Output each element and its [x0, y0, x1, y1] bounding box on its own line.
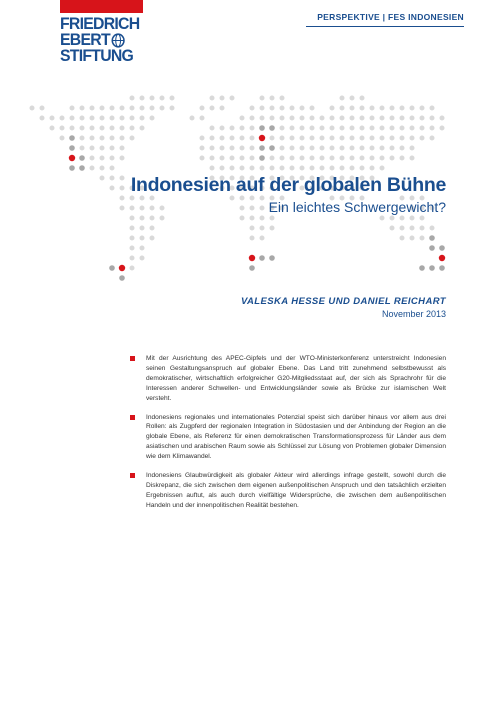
- map-dot: [60, 136, 65, 141]
- map-dot: [249, 255, 255, 261]
- map-dot: [140, 106, 145, 111]
- map-dot: [40, 106, 45, 111]
- map-dot: [270, 96, 275, 101]
- map-dot: [410, 236, 415, 241]
- map-dot: [250, 136, 255, 141]
- map-dot: [410, 226, 415, 231]
- map-dot: [240, 116, 245, 121]
- map-dot: [260, 106, 265, 111]
- map-dot: [350, 156, 355, 161]
- map-dot: [250, 156, 255, 161]
- map-dot: [210, 106, 215, 111]
- map-dot: [410, 156, 415, 161]
- map-dot: [270, 116, 275, 121]
- map-dot: [200, 116, 205, 121]
- map-dot: [290, 126, 295, 131]
- map-dot: [90, 156, 95, 161]
- map-dot: [380, 126, 385, 131]
- map-dot: [350, 136, 355, 141]
- map-dot: [400, 116, 405, 121]
- map-dot: [310, 156, 315, 161]
- map-dot: [90, 166, 95, 171]
- map-dot: [310, 106, 315, 111]
- world-dot-map: [0, 0, 504, 340]
- map-dot: [250, 106, 255, 111]
- map-dot: [140, 226, 145, 231]
- map-dot: [90, 106, 95, 111]
- map-dot: [380, 116, 385, 121]
- map-dot: [310, 126, 315, 131]
- map-dot: [80, 116, 85, 121]
- map-dot: [90, 126, 95, 131]
- map-dot: [390, 126, 395, 131]
- map-dot: [70, 126, 75, 131]
- map-dot: [370, 116, 375, 121]
- map-dot: [170, 106, 175, 111]
- map-dot: [300, 156, 305, 161]
- map-dot: [210, 136, 215, 141]
- map-dot: [150, 236, 155, 241]
- map-dot: [390, 146, 395, 151]
- summary-bullet: Mit der Ausrichtung des APEC-Gipfels und der WTO-Ministerkonferenz unterstreicht Indonesien seinen Gestaltungsanspruch auf globaler Ebene. Das Land tritt zunehmend selbstbewusst als demokratischer, wirtschaftlich erfolgreicher G20-Mitgliedsstaat auf, der sich als Sprachrohr für die Interessen anderer Schwellen- und Entwicklungsländer sowie als Brücke zur islamischen Welt versteht.: [130, 354, 446, 404]
- map-dot: [259, 125, 265, 131]
- map-dot: [80, 136, 85, 141]
- map-dot: [360, 116, 365, 121]
- map-dot: [280, 156, 285, 161]
- map-dot: [410, 146, 415, 151]
- map-dot: [60, 126, 65, 131]
- map-dot: [140, 216, 145, 221]
- map-dot: [100, 106, 105, 111]
- map-dot: [440, 116, 445, 121]
- map-dot: [250, 116, 255, 121]
- map-dot: [260, 166, 265, 171]
- map-dot: [130, 266, 135, 271]
- map-dot: [240, 166, 245, 171]
- map-dot: [390, 106, 395, 111]
- map-dot: [260, 116, 265, 121]
- map-dot: [110, 116, 115, 121]
- map-dot: [150, 96, 155, 101]
- map-dot: [340, 136, 345, 141]
- map-dot: [419, 265, 425, 271]
- map-dot: [140, 96, 145, 101]
- map-dot: [380, 156, 385, 161]
- map-dot: [420, 236, 425, 241]
- map-dot: [50, 116, 55, 121]
- map-dot: [240, 146, 245, 151]
- map-dot: [400, 156, 405, 161]
- map-dot: [90, 136, 95, 141]
- map-dot: [130, 246, 135, 251]
- map-dot: [220, 146, 225, 151]
- map-dot: [430, 116, 435, 121]
- map-dot: [230, 166, 235, 171]
- map-dot: [200, 156, 205, 161]
- map-dot: [100, 136, 105, 141]
- map-dot: [270, 156, 275, 161]
- map-dot: [260, 216, 265, 221]
- map-dot: [120, 156, 125, 161]
- map-dot: [230, 126, 235, 131]
- map-dot: [380, 136, 385, 141]
- map-dot: [210, 166, 215, 171]
- map-dot: [119, 265, 125, 271]
- map-dot: [269, 125, 275, 131]
- map-dot: [160, 96, 165, 101]
- map-dot: [310, 166, 315, 171]
- map-dot: [110, 156, 115, 161]
- map-dot: [370, 136, 375, 141]
- map-dot: [110, 146, 115, 151]
- map-dot: [230, 136, 235, 141]
- map-dot: [290, 156, 295, 161]
- map-dot: [250, 146, 255, 151]
- map-dot: [400, 126, 405, 131]
- map-dot: [120, 146, 125, 151]
- map-dot: [429, 235, 435, 241]
- map-dot: [240, 136, 245, 141]
- map-dot: [269, 255, 275, 261]
- map-dot: [330, 116, 335, 121]
- map-dot: [410, 126, 415, 131]
- page-subtitle: Ein leichtes Schwergewicht?: [268, 199, 446, 215]
- map-dot: [220, 166, 225, 171]
- map-dot: [390, 116, 395, 121]
- map-dot: [400, 136, 405, 141]
- map-dot: [400, 226, 405, 231]
- map-dot: [80, 106, 85, 111]
- map-dot: [260, 226, 265, 231]
- map-dot: [360, 146, 365, 151]
- page-title: Indonesien auf der globalen Bühne: [130, 174, 446, 196]
- map-dot: [380, 146, 385, 151]
- map-dot: [120, 126, 125, 131]
- map-dot: [340, 116, 345, 121]
- map-dot: [259, 135, 265, 141]
- map-dot: [270, 226, 275, 231]
- map-dot: [330, 136, 335, 141]
- map-dot: [330, 106, 335, 111]
- map-dot: [400, 146, 405, 151]
- map-dot: [150, 216, 155, 221]
- map-dot: [410, 106, 415, 111]
- map-dot: [200, 136, 205, 141]
- map-dot: [280, 116, 285, 121]
- map-dot: [439, 245, 445, 251]
- map-dot: [70, 106, 75, 111]
- map-dot: [340, 126, 345, 131]
- map-dot: [340, 156, 345, 161]
- map-dot: [350, 166, 355, 171]
- map-dot: [290, 116, 295, 121]
- map-dot: [439, 255, 445, 261]
- map-dot: [430, 136, 435, 141]
- map-dot: [439, 265, 445, 271]
- map-dot: [350, 146, 355, 151]
- map-dot: [120, 136, 125, 141]
- map-dot: [300, 116, 305, 121]
- map-dot: [420, 216, 425, 221]
- map-dot: [130, 256, 135, 261]
- map-dot: [270, 136, 275, 141]
- map-dot: [140, 256, 145, 261]
- map-dot: [400, 216, 405, 221]
- map-dot: [70, 116, 75, 121]
- map-dot: [420, 126, 425, 131]
- map-dot: [360, 166, 365, 171]
- map-dot: [280, 166, 285, 171]
- map-dot: [230, 156, 235, 161]
- map-dot: [150, 116, 155, 121]
- map-dot: [60, 116, 65, 121]
- map-dot: [140, 126, 145, 131]
- map-dot: [420, 226, 425, 231]
- map-dot: [440, 126, 445, 131]
- map-dot: [250, 126, 255, 131]
- map-dot: [69, 165, 75, 171]
- map-dot: [330, 126, 335, 131]
- map-dot: [370, 156, 375, 161]
- map-dot: [429, 245, 435, 251]
- map-dot: [130, 126, 135, 131]
- map-dot: [370, 106, 375, 111]
- map-dot: [130, 116, 135, 121]
- map-dot: [320, 156, 325, 161]
- map-dot: [100, 116, 105, 121]
- logo-line-2: EBERT: [60, 30, 110, 49]
- map-dot: [340, 166, 345, 171]
- map-dot: [280, 146, 285, 151]
- map-dot: [220, 156, 225, 161]
- map-dot: [270, 166, 275, 171]
- map-dot: [290, 136, 295, 141]
- map-dot: [109, 265, 115, 271]
- map-dot: [110, 136, 115, 141]
- map-dot: [290, 106, 295, 111]
- map-dot: [110, 126, 115, 131]
- logo-line-3: STIFTUNG: [60, 46, 134, 65]
- authors: VALESKA HESSE UND DANIEL REICHART: [241, 296, 446, 307]
- map-dot: [360, 106, 365, 111]
- map-dot: [350, 96, 355, 101]
- map-dot: [340, 106, 345, 111]
- map-dot: [220, 106, 225, 111]
- map-dot: [410, 136, 415, 141]
- map-dot: [79, 155, 85, 161]
- map-dot: [290, 166, 295, 171]
- map-dot: [320, 126, 325, 131]
- map-dot: [130, 216, 135, 221]
- summary-bullet: Indonesiens regionales und internationales Potenzial speist sich darüber hinaus vor allem aus drei Rollen: als Zugpferd der regionalen Integration in Südostasien und der Anbindung der Region an die globale Ebene, als Referenz für einen demokratischen Transformationsprozess für Länder aus dem asiatischen und arabischen Raum sowie als Schlüssel zur Lösung von Problemen globaler Dimension wie dem Klimawandel.: [130, 413, 446, 463]
- map-dot: [119, 275, 125, 281]
- map-dot: [310, 136, 315, 141]
- map-dot: [300, 166, 305, 171]
- map-dot: [210, 96, 215, 101]
- map-dot: [69, 155, 75, 161]
- map-dot: [140, 236, 145, 241]
- map-dot: [140, 116, 145, 121]
- map-dot: [69, 145, 75, 151]
- map-dot: [410, 116, 415, 121]
- map-dot: [79, 165, 85, 171]
- map-dot: [259, 255, 265, 261]
- map-dot: [280, 106, 285, 111]
- map-dot: [259, 145, 265, 151]
- map-dot: [330, 156, 335, 161]
- map-dot: [290, 146, 295, 151]
- map-dot: [240, 156, 245, 161]
- map-dot: [120, 106, 125, 111]
- map-dot: [30, 106, 35, 111]
- map-dot: [400, 106, 405, 111]
- map-dot: [259, 155, 265, 161]
- map-dot: [220, 136, 225, 141]
- map-dot: [320, 136, 325, 141]
- map-dot: [80, 146, 85, 151]
- map-dot: [360, 126, 365, 131]
- map-dot: [280, 126, 285, 131]
- map-dot: [420, 116, 425, 121]
- map-dot: [260, 96, 265, 101]
- map-dot: [429, 265, 435, 271]
- map-dot: [430, 106, 435, 111]
- map-dot: [80, 126, 85, 131]
- map-dot: [130, 236, 135, 241]
- map-dot: [200, 146, 205, 151]
- map-dot: [370, 166, 375, 171]
- map-dot: [170, 96, 175, 101]
- map-dot: [380, 106, 385, 111]
- map-dot: [320, 166, 325, 171]
- map-dot: [370, 126, 375, 131]
- map-dot: [200, 106, 205, 111]
- map-dot: [100, 126, 105, 131]
- map-dot: [250, 216, 255, 221]
- map-dot: [430, 226, 435, 231]
- map-dot: [270, 216, 275, 221]
- map-dot: [250, 236, 255, 241]
- map-dot: [280, 136, 285, 141]
- map-dot: [260, 236, 265, 241]
- map-dot: [360, 136, 365, 141]
- map-dot: [250, 166, 255, 171]
- map-dot: [230, 96, 235, 101]
- map-dot: [390, 136, 395, 141]
- map-dot: [160, 216, 165, 221]
- map-dot: [300, 146, 305, 151]
- map-dot: [210, 126, 215, 131]
- map-dot: [160, 106, 165, 111]
- map-dot: [300, 106, 305, 111]
- map-dot: [330, 146, 335, 151]
- map-dot: [240, 126, 245, 131]
- map-dot: [110, 106, 115, 111]
- map-dot: [360, 96, 365, 101]
- map-dot: [350, 126, 355, 131]
- map-dot: [150, 106, 155, 111]
- map-dot: [340, 146, 345, 151]
- map-dot: [100, 146, 105, 151]
- map-dot: [410, 216, 415, 221]
- map-dot: [390, 156, 395, 161]
- map-dot: [400, 236, 405, 241]
- map-dot: [240, 216, 245, 221]
- summary-bullets: [130, 354, 446, 520]
- map-dot: [269, 145, 275, 151]
- map-dot: [390, 226, 395, 231]
- map-dot: [360, 156, 365, 161]
- map-dot: [130, 96, 135, 101]
- map-dot: [130, 136, 135, 141]
- map-dot: [50, 126, 55, 131]
- map-dot: [110, 166, 115, 171]
- map-dot: [69, 135, 75, 141]
- map-dot: [150, 226, 155, 231]
- map-dot: [190, 116, 195, 121]
- map-dot: [230, 146, 235, 151]
- map-dot: [350, 106, 355, 111]
- map-dot: [249, 265, 255, 271]
- map-dot: [280, 96, 285, 101]
- logo-line-1: FRIEDRICH: [60, 14, 140, 33]
- map-dot: [100, 156, 105, 161]
- map-dot: [320, 146, 325, 151]
- publication-date: November 2013: [381, 309, 446, 319]
- map-dot: [370, 146, 375, 151]
- map-dot: [300, 136, 305, 141]
- map-dot: [100, 166, 105, 171]
- map-dot: [140, 246, 145, 251]
- map-dot: [40, 116, 45, 121]
- map-dot: [90, 116, 95, 121]
- map-dot: [420, 106, 425, 111]
- map-dot: [420, 136, 425, 141]
- map-dot: [310, 146, 315, 151]
- map-dot: [350, 116, 355, 121]
- map-dot: [210, 146, 215, 151]
- map-dot: [250, 226, 255, 231]
- map-dot: [130, 106, 135, 111]
- map-dot: [320, 116, 325, 121]
- map-dot: [300, 126, 305, 131]
- map-dot: [310, 116, 315, 121]
- map-dot: [330, 166, 335, 171]
- map-dot: [210, 156, 215, 161]
- map-dot: [430, 126, 435, 131]
- series-label: PERSPEKTIVE | FES INDONESIEN: [317, 12, 464, 22]
- map-dot: [220, 96, 225, 101]
- map-dot: [340, 96, 345, 101]
- map-dot: [220, 126, 225, 131]
- map-dot: [90, 146, 95, 151]
- map-dot: [380, 166, 385, 171]
- map-dot: [390, 216, 395, 221]
- map-dot: [380, 216, 385, 221]
- map-dot: [120, 116, 125, 121]
- summary-bullet: Indonesiens Glaubwürdigkeit als globaler Akteur wird allerdings infrage gestellt, sowohl durch die Diskrepanz, die sich zwischen dem eigenen außenpolitischen Anspruch und den tatsächlich erzielten Ergebnissen auftut, als auch durch vielfältige Widersprüche, die zwischen dem außenpolitischen Handeln und der innenpolitischen Realität bestehen.: [130, 471, 446, 511]
- map-dot: [270, 106, 275, 111]
- map-dot: [130, 226, 135, 231]
